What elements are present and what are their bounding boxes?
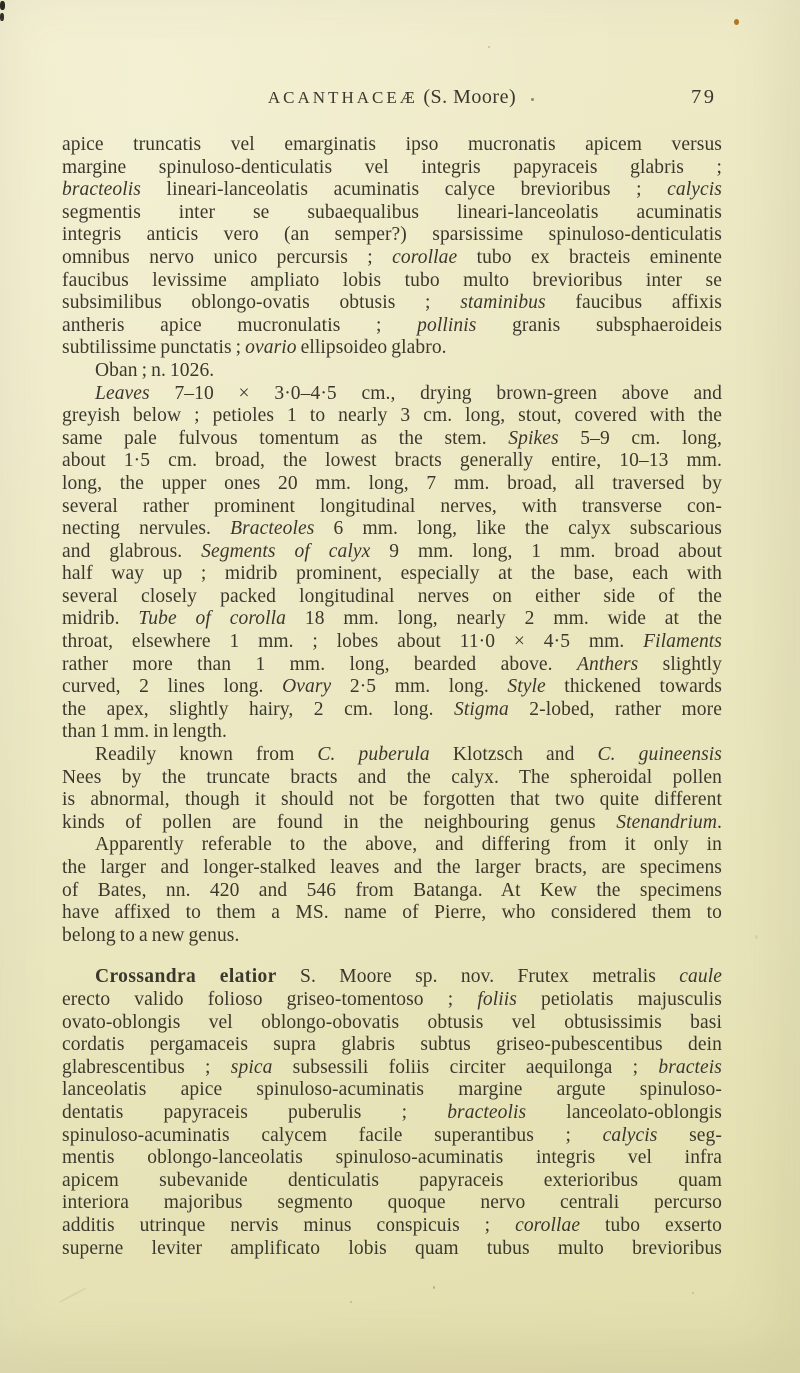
text-line [62,428,722,451]
text-line [62,834,722,857]
text-segment: glabrescentibus ; [62,1056,231,1078]
text-segment: lanceolatis apice spinuloso-acuminatis margine argute spinuloso- [62,1079,722,1101]
latin-term-italic: calycis [667,179,722,201]
text-line [62,699,722,722]
paper-crease [59,1287,86,1303]
text-line [62,857,722,880]
text-line [62,315,722,338]
latin-term-italic: Stenandrium [616,811,718,833]
latin-term-italic: Bracteoles [230,518,315,540]
text-segment: 2-lobed, rather more [508,698,722,720]
text-segment: 6 mm. long, like the calyx subscarious [314,518,722,540]
latin-term-italic: Stigma [454,698,509,720]
latin-term-italic: Anthers [576,653,639,675]
text-segment: granis subsphaeroideis [476,314,723,336]
paragraph [62,134,722,360]
text-segment: erecto valido folioso griseo-tomentoso ; [62,988,478,1010]
text-line [62,473,722,496]
text-line [62,224,722,247]
text-line [62,179,722,202]
text-line [62,292,722,315]
paper-speck [433,1286,435,1289]
species-name-bold: Crossandra elatior [95,966,277,988]
text-line [62,270,722,293]
page-header [62,86,722,109]
text-line [62,880,722,903]
text-segment: . [717,811,722,833]
paragraph [62,744,722,834]
latin-term-italic: Tube of corolla [138,608,287,630]
text-segment: long, the upper ones 20 mm. long, 7 mm. broad, all traversed by [62,472,722,494]
text-segment: omnibus nervo unico percursis ; [62,246,393,268]
text-segment: necting nervules. [62,518,231,540]
paragraph [62,966,722,1260]
text-block [62,134,722,1260]
text-segment: dentatis papyraceis puberulis ; [62,1101,448,1123]
paper-speck [350,1301,352,1303]
latin-term-italic: bracteolis [62,179,141,201]
text-segment: spinuloso-acuminatis calycem facile superantibus ; [62,1124,603,1146]
text-segment: ellipsoideo glabro. [296,337,447,359]
text-segment: than 1 mm. in length. [62,721,227,743]
text-line [62,518,722,541]
latin-term-italic: calycis [602,1124,658,1146]
text-segment: ovato-oblongis vel oblongo-obovatis obtusis vel obtusissimis basi [62,1011,722,1033]
text-segment: 5–9 cm. long, [558,427,723,449]
paper-speck [692,1292,694,1294]
text-segment: apicem subevanide denticulatis papyraceis exterioribus quam [62,1169,722,1191]
text-segment: Nees by the truncate bracts and the calyx. The spheroidal pollen [62,766,722,788]
text-segment: several closely packed longitudinal nerves on either side of the [62,585,722,607]
latin-term-italic: pollinis [417,314,477,336]
text-segment: integris anticis vero (an semper?) sparsissime spinuloso-denticulatis [62,224,722,246]
text-segment: tubo exserto [580,1214,722,1236]
text-segment: S. Moore sp. nov. Frutex metralis [276,966,680,988]
text-segment: faucibus affixis [545,292,723,314]
latin-term-italic: corollae [392,246,458,268]
edge-mark [0,13,4,21]
latin-term-italic: Style [507,676,546,698]
text-line [62,966,722,989]
text-line [62,1192,722,1215]
text-segment: half way up ; midrib prominent, especially at the base, each with [62,563,722,585]
text-line [62,1238,722,1261]
orange-stain [734,19,739,25]
text-segment: slightly [638,653,722,675]
text-line [62,360,722,383]
paragraph [62,834,722,947]
text-segment: Readily known from [95,744,318,766]
text-segment: of Bates, nn. 420 and 546 from Batanga. At Kew the specimens [62,879,722,901]
text-segment: and glabrous. [62,540,202,562]
text-segment: 2·5 mm. long. [331,676,508,698]
text-line [62,676,722,699]
text-line [62,496,722,519]
text-line [62,989,722,1012]
text-segment: Klotzsch and [429,744,598,766]
text-segment: rather more than 1 mm. long, bearded above. [62,653,577,675]
latin-term-italic: corollae [515,1214,581,1236]
edge-mark [0,1,5,10]
text-segment: Apparently referable to the above, and differing from it only in [95,834,722,856]
text-segment: apice truncatis vel emarginatis ipso mucronatis apicem versus [62,134,722,155]
text-line [62,1125,722,1148]
paragraph [62,360,722,383]
text-segment: subtilissime punctatis ; [62,337,246,359]
text-line [62,1170,722,1193]
text-segment: antheris apice mucronulatis ; [62,314,418,336]
text-segment: subsimilibus oblongo-ovatis obtusis ; [62,292,461,314]
text-line [62,1102,722,1125]
text-segment: about 1·5 cm. broad, the lowest bracts generally entire, 10–13 mm. [62,450,722,472]
text-line [62,450,722,473]
latin-term-italic: staminibus [460,292,546,314]
text-segment: kinds of pollen are found in the neighbouring genus [62,811,617,833]
text-segment: belong to a new genus. [62,924,240,946]
text-segment: the larger and longer-stalked leaves and the larger bracts, are specimens [62,857,722,878]
text-line [62,744,722,767]
text-line [62,1012,722,1035]
text-segment: 18 mm. long, nearly 2 mm. wide at the [286,608,723,630]
text-line [62,405,722,428]
text-segment: have affixed to them a MS. name of Pierre, who considered them to [62,902,722,924]
latin-term-italic: C. puberula [317,744,430,766]
running-title-family: ACANTHACEÆ [267,88,418,107]
text-segment: faucibus levissime ampliato lobis tubo multo brevioribus inter se [62,269,722,291]
text-segment: thickened towards [545,676,722,698]
latin-term-italic: Spikes [508,427,559,449]
text-line [62,1215,722,1238]
text-segment: throat, elsewhere 1 mm. ; lobes about 11·0 × 4·5 mm. [62,631,644,653]
text-line [62,654,722,677]
latin-term-italic: Ovary [282,676,332,698]
page-number: 79 [691,86,717,108]
ink-speck [531,98,534,101]
latin-term-italic: spica [230,1056,273,1078]
latin-term-italic: Segments of calyx [201,540,371,562]
text-segment: margine spinuloso-denticulatis vel integris papyraceis glabris ; [62,156,722,178]
text-line [62,902,722,925]
text-line [62,1034,722,1057]
latin-term-italic: ovario [245,337,297,359]
paper-speck [488,46,490,48]
text-line [62,789,722,812]
text-line [62,383,722,406]
text-segment: midrib. [62,608,139,630]
text-line [62,134,722,157]
text-line [62,631,722,654]
text-line [62,247,722,270]
text-line [62,721,722,744]
text-segment: several rather prominent longitudinal nerves, with transverse con- [62,495,722,517]
latin-term-italic: bracteis [658,1056,722,1078]
text-segment: tubo ex bracteis eminente [457,246,722,268]
text-segment: seg- [657,1124,722,1146]
text-segment: superne leviter amplificato lobis quam tubus multo brevioribus [62,1237,722,1259]
latin-term-italic: caule [679,966,722,988]
text-segment: segmentis inter se subaequalibus lineari-lanceolatis acuminatis [62,201,722,223]
text-line [62,608,722,631]
text-line [62,1079,722,1102]
text-segment: Oban ; n. 1026. [95,359,215,381]
text-segment: lineari-lanceolatis acuminatis calyce brevioribus ; [141,179,668,201]
text-line [62,541,722,564]
latin-term-italic: bracteolis [447,1101,527,1123]
latin-term-italic: Filaments [643,631,722,653]
text-segment: curved, 2 lines long. [62,676,283,698]
latin-term-italic: C. guineensis [597,744,722,766]
latin-term-italic: Leaves [95,382,150,404]
text-line [62,925,722,948]
text-segment: additis utrinque nervis minus conspicuis ; [62,1214,516,1236]
text-segment: 9 mm. long, 1 mm. broad about [370,540,723,562]
text-segment: is abnormal, though it should not be forgotten that two quite different [62,789,722,811]
text-segment: the apex, slightly hairy, 2 cm. long. [62,698,455,720]
text-line [62,1147,722,1170]
text-segment: subsessili foliis circiter aequilonga ; [272,1056,659,1078]
text-segment: lanceolato-oblongis [526,1101,722,1123]
text-segment: cordatis pergamaceis supra glabris subtus griseo-pubescentibus dein [62,1034,722,1056]
text-line [62,812,722,835]
text-segment: same pale fulvous tomentum as the stem. [62,427,509,449]
text-segment: interiora majoribus segmento quoque nervo centrali percurso [62,1192,722,1214]
text-line [62,586,722,609]
latin-term-italic: foliis [477,988,517,1010]
text-segment: mentis oblongo-lanceolatis spinuloso-acuminatis integris vel infra [62,1147,722,1169]
text-line [62,563,722,586]
text-line [62,767,722,790]
text-line [62,1057,722,1080]
running-title-author-text: (S. Moore) [423,86,517,108]
text-line [62,202,722,225]
text-segment: greyish below ; petioles 1 to nearly 3 cm. long, stout, covered with the [62,405,722,427]
paper-speck [755,935,758,939]
text-segment: petiolatis majusculis [516,988,722,1010]
text-segment: 7–10 × 3·0–4·5 cm., drying brown-green above and [149,382,722,404]
text-line [62,337,722,360]
text-line [62,157,722,180]
paragraph [62,383,722,745]
